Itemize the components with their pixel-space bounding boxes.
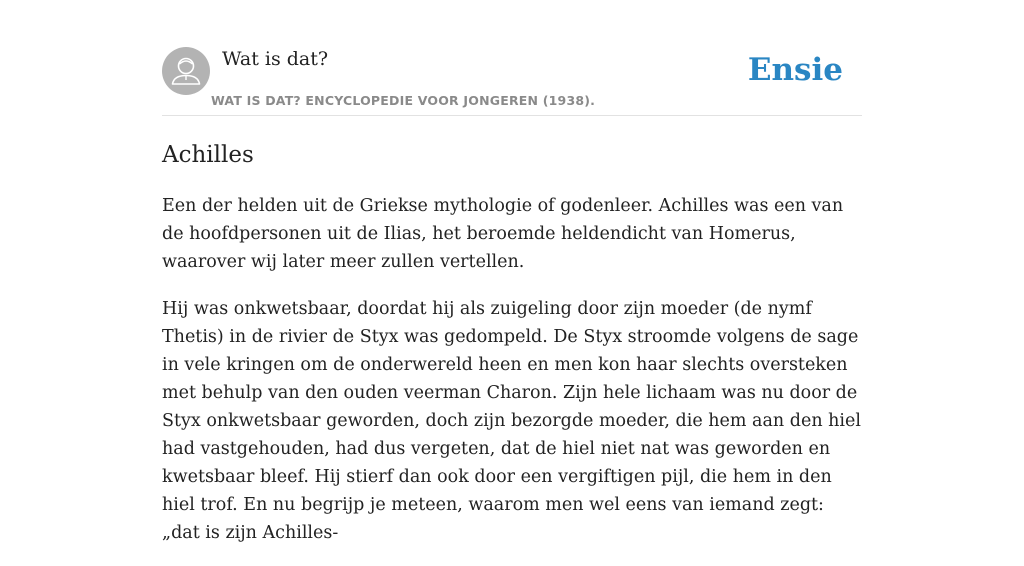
source-header bbox=[162, 47, 862, 116]
entry-paragraph: Hij was onkwetsbaar, doordat hij als zuigeling door zijn moeder (de nymf Thetis) in de rivier de Styx was gedompeld. De Styx stroomde volgens de sage in vele kringen om de onderwereld heen en men kon haar slechts oversteken met behulp van den ouden veerman Charon. Zijn hele lichaam was nu door de Styx onkwetsbaar geworden, doch zijn bezorgde moeder, die hem aan den hiel had vastgehouden, had dus vergeten, dat de hiel niet nat was geworden en kwetsbaar bleef. Hij stierf dan ook door een vergiftigen pijl, die hem in den hiel trof. En nu begrijp je meteen, waarom men wel eens van iemand zegt: „dat is zijn Achilles- bbox=[162, 299, 861, 543]
avatar[interactable] bbox=[162, 47, 210, 95]
entry-paragraph: Een der helden uit de Griekse mythologie of godenleer. Achilles was een van de hoofdpersonen uit de Ilias, het beroemde heldendicht van Homerus, waarover wij later meer zullen vertellen. bbox=[162, 196, 844, 272]
ensie-logo[interactable]: Ensie bbox=[747, 52, 843, 88]
entry-body bbox=[162, 192, 866, 566]
entry-title: Achilles bbox=[162, 142, 254, 168]
page-content bbox=[162, 0, 862, 543]
source-title[interactable]: Wat is dat? bbox=[222, 48, 329, 70]
source-subtitle[interactable]: WAT IS DAT? ENCYCLOPEDIE VOOR JONGEREN (1938). bbox=[211, 93, 596, 108]
person-outline-icon bbox=[162, 47, 210, 95]
